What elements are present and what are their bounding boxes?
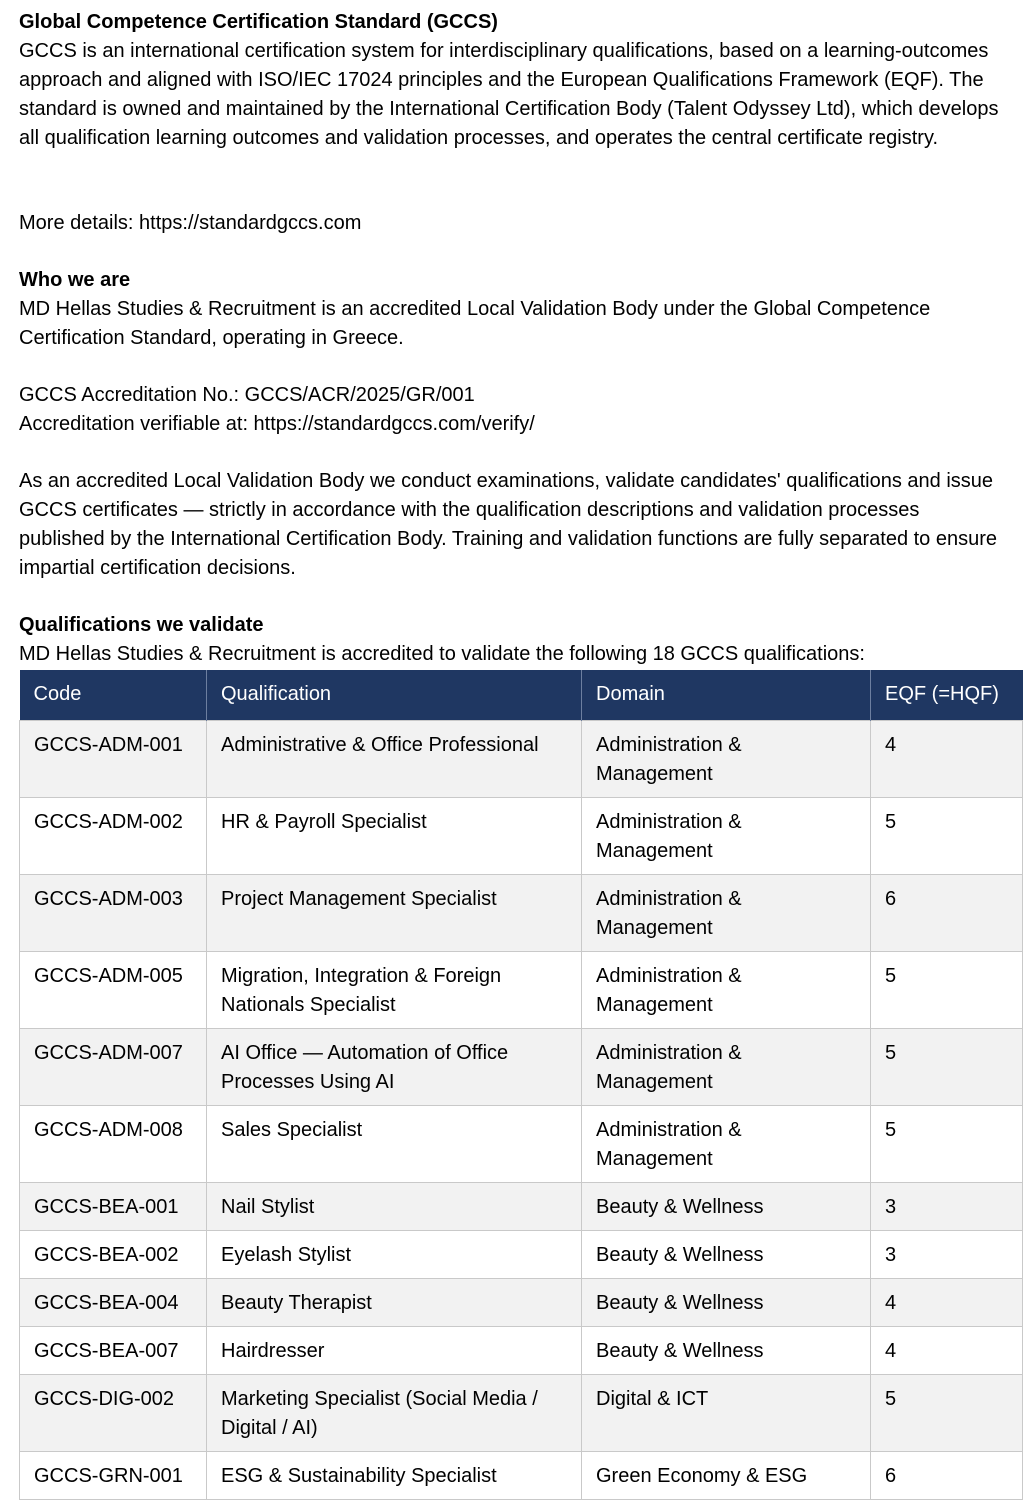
domain-cell: Beauty & Wellness [582, 1278, 871, 1326]
eqf-cell: 5 [871, 1374, 1023, 1451]
code-cell: GCCS-BEA-002 [20, 1230, 207, 1278]
accreditation-section [19, 381, 1009, 439]
qualification-cell: Nail Stylist [207, 1182, 582, 1230]
domain-cell: Green Economy & ESG [582, 1451, 871, 1499]
table-row [20, 1326, 1023, 1374]
role-body: As an accredited Local Validation Body we conduct examinations, validate candidates' qualifications and issue GCCS certificates — strictly in accordance with the qualification descriptions and validation processes published by the International Certification Body. Training and validation functions are fully separated to ensure impartial certification decisions. [19, 470, 998, 579]
domain-cell: Beauty & Wellness [582, 1182, 871, 1230]
code-cell: GCCS-ADM-007 [20, 1028, 207, 1105]
eqf-cell: 6 [871, 874, 1023, 951]
domain-cell: Administration & Management [582, 1028, 871, 1105]
table-row [20, 1451, 1023, 1499]
domain-cell: Administration & Management [582, 720, 871, 797]
eqf-cell: 5 [871, 797, 1023, 874]
table-row [20, 1028, 1023, 1105]
qualification-cell: Eyelash Stylist [207, 1230, 582, 1278]
eqf-cell: 5 [871, 1028, 1023, 1105]
who-we-are-body: MD Hellas Studies & Recruitment is an accredited Local Validation Body under the Global Competence Certification Standard, operating in Greece. [19, 298, 931, 349]
qualification-cell: Project Management Specialist [207, 874, 582, 951]
eqf-cell: 3 [871, 1182, 1023, 1230]
domain-cell: Administration & Management [582, 1105, 871, 1182]
eqf-cell: 5 [871, 951, 1023, 1028]
table-row [20, 1105, 1023, 1182]
qualification-cell: HR & Payroll Specialist [207, 797, 582, 874]
domain-cell: Beauty & Wellness [582, 1326, 871, 1374]
eqf-cell: 6 [871, 1451, 1023, 1499]
eqf-cell: 4 [871, 1278, 1023, 1326]
domain-cell: Digital & ICT [582, 1374, 871, 1451]
intro-body: GCCS is an international certification system for interdisciplinary qualifications, based on a learning-outcomes approach and aligned with ISO/IEC 17024 principles and the European Qualifications Framework (EQF). The standard is owned and maintained by the International Certification Body (Talent Odyssey Ltd), which develops all qualification learning outcomes and validation processes, and operates the central certificate registry. [19, 40, 999, 149]
domain-cell: Administration & Management [582, 874, 871, 951]
column-header-eqf: EQF (=HQF) [871, 670, 1023, 720]
table-row [20, 1230, 1023, 1278]
domain-cell: Administration & Management [582, 797, 871, 874]
accreditation-verify: Accreditation verifiable at: https://standardgccs.com/verify/ [19, 413, 535, 435]
qualifications-table [19, 670, 1023, 1500]
who-we-are-section [19, 266, 1009, 353]
who-we-are-title: Who we are [19, 269, 131, 291]
column-header-domain: Domain [582, 670, 871, 720]
code-cell: GCCS-DIG-002 [20, 1374, 207, 1451]
intro-title: Global Competence Certification Standard (GCCS) [19, 11, 498, 33]
column-header-code: Code [20, 670, 207, 720]
qualification-cell: Sales Specialist [207, 1105, 582, 1182]
table-row [20, 951, 1023, 1028]
eqf-cell: 3 [871, 1230, 1023, 1278]
column-header-qualification: Qualification [207, 670, 582, 720]
domain-cell: Administration & Management [582, 951, 871, 1028]
accreditation-number: GCCS Accreditation No.: GCCS/ACR/2025/GR/001 [19, 384, 475, 406]
qualification-cell: ESG & Sustainability Specialist [207, 1451, 582, 1499]
eqf-cell: 4 [871, 720, 1023, 797]
code-cell: GCCS-ADM-003 [20, 874, 207, 951]
qualification-cell: Migration, Integration & Foreign Nationals Specialist [207, 951, 582, 1028]
table-row [20, 797, 1023, 874]
domain-cell: Beauty & Wellness [582, 1230, 871, 1278]
qualifications-section [19, 611, 1009, 669]
code-cell: GCCS-ADM-002 [20, 797, 207, 874]
table-row [20, 874, 1023, 951]
qualification-cell: Administrative & Office Professional [207, 720, 582, 797]
code-cell: GCCS-ADM-005 [20, 951, 207, 1028]
qualifications-intro: MD Hellas Studies & Recruitment is accredited to validate the following 18 GCCS qualifications: [19, 643, 865, 665]
qualification-cell: Marketing Specialist (Social Media / Digital / AI) [207, 1374, 582, 1451]
table-row [20, 1278, 1023, 1326]
code-cell: GCCS-GRN-001 [20, 1451, 207, 1499]
code-cell: GCCS-ADM-001 [20, 720, 207, 797]
more-details-section [19, 209, 1009, 238]
table-row [20, 720, 1023, 797]
role-section [19, 467, 1009, 583]
table-row [20, 1182, 1023, 1230]
code-cell: GCCS-BEA-004 [20, 1278, 207, 1326]
eqf-cell: 5 [871, 1105, 1023, 1182]
qualification-cell: AI Office — Automation of Office Processes Using AI [207, 1028, 582, 1105]
qualification-cell: Hairdresser [207, 1326, 582, 1374]
qualifications-title: Qualifications we validate [19, 614, 264, 636]
table-row [20, 1374, 1023, 1451]
eqf-cell: 4 [871, 1326, 1023, 1374]
intro-section [19, 8, 1009, 153]
code-cell: GCCS-BEA-007 [20, 1326, 207, 1374]
more-details-text: More details: https://standardgccs.com [19, 212, 362, 234]
code-cell: GCCS-ADM-008 [20, 1105, 207, 1182]
code-cell: GCCS-BEA-001 [20, 1182, 207, 1230]
table-header-row [20, 670, 1023, 720]
qualification-cell: Beauty Therapist [207, 1278, 582, 1326]
